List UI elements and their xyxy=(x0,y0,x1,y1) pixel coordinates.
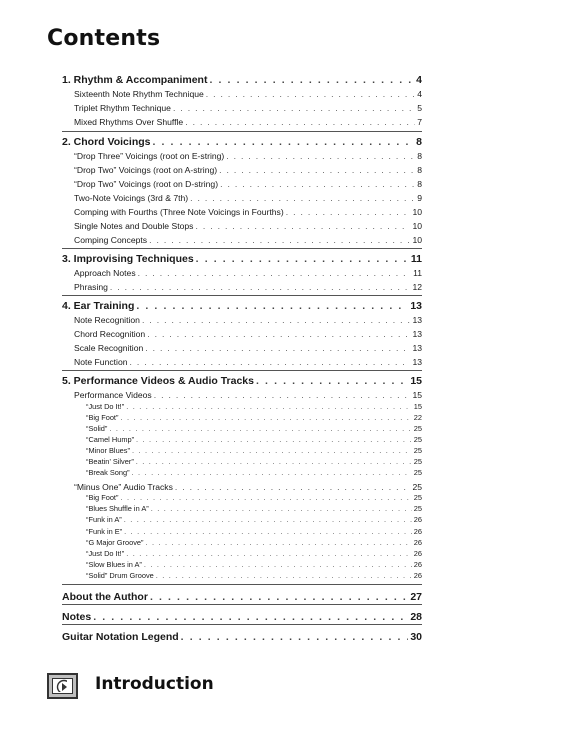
dot-leader xyxy=(126,402,412,411)
toc-entry xyxy=(62,221,422,231)
page-number: 13 xyxy=(412,343,422,353)
page-title: Contents xyxy=(47,26,161,51)
entry-title: 3. Improvising Techniques xyxy=(62,253,194,265)
toc-subentry xyxy=(62,424,422,433)
dot-leader xyxy=(150,591,408,603)
page-number: 26 xyxy=(413,560,422,569)
toc-subentry xyxy=(62,527,422,536)
play-icon xyxy=(47,673,78,699)
entry-title: “Blues Shuffle in A” xyxy=(86,504,149,513)
entry-title: “Drop Three” Voicings (root on E-string) xyxy=(74,151,225,161)
page-number: 11 xyxy=(413,268,422,278)
toc-subentry xyxy=(62,571,422,580)
page-number: 25 xyxy=(413,504,422,513)
dot-leader xyxy=(120,413,411,422)
dot-leader xyxy=(181,631,409,643)
page-number: 15 xyxy=(413,402,422,411)
toc-subentry xyxy=(62,435,422,444)
toc-section xyxy=(62,375,422,387)
entry-title: “Funk in A” xyxy=(86,515,122,524)
toc-subentry xyxy=(62,413,422,422)
page-number: 10 xyxy=(412,207,422,217)
entry-title: Comping with Fourths (Three Note Voicings in Fourths) xyxy=(74,207,284,217)
page-number: 25 xyxy=(413,446,422,455)
entry-title: “Big Foot” xyxy=(86,413,119,422)
entry-title: “Slow Blues in A” xyxy=(86,560,142,569)
entry-title: “Minor Blues” xyxy=(86,446,130,455)
dot-leader xyxy=(145,343,410,353)
page-number: 4 xyxy=(417,89,422,99)
entry-title: Approach Notes xyxy=(74,268,136,278)
page-number: 15 xyxy=(410,375,422,387)
entry-title: Single Notes and Double Stops xyxy=(74,221,194,231)
entry-title: “Funk in E” xyxy=(86,527,123,536)
toc-entry xyxy=(62,151,422,161)
dot-leader xyxy=(196,253,409,265)
entry-title: 5. Performance Videos & Audio Tracks xyxy=(62,375,254,387)
dot-leader xyxy=(144,560,412,569)
page-number: 22 xyxy=(413,413,422,422)
dot-leader xyxy=(152,136,414,148)
toc-subentry xyxy=(62,560,422,569)
page-number: 7 xyxy=(417,117,422,127)
entry-title: “Drop Two” Voicings (root on A-string) xyxy=(74,165,218,175)
dot-leader xyxy=(130,357,411,367)
page-number: 10 xyxy=(412,235,422,245)
page-number: 9 xyxy=(417,193,422,203)
toc-entry xyxy=(62,165,422,175)
entry-title: “Drop Two” Voicings (root on D-string) xyxy=(74,179,219,189)
entry-title: “Just Do It!” xyxy=(86,549,125,558)
toc-entry xyxy=(62,343,422,353)
page-number: 27 xyxy=(410,591,422,603)
page-number: 28 xyxy=(410,611,422,623)
page-number: 15 xyxy=(412,390,422,400)
toc-entry xyxy=(62,179,422,189)
toc-subentry xyxy=(62,446,422,455)
toc-subentry xyxy=(62,493,422,502)
page-number: 8 xyxy=(417,151,422,161)
page-number: 8 xyxy=(416,136,422,148)
section-divider xyxy=(62,604,422,605)
dot-leader xyxy=(93,611,408,623)
page-number: 26 xyxy=(413,515,422,524)
dot-leader xyxy=(146,538,412,547)
toc-section xyxy=(62,591,422,603)
dot-leader xyxy=(175,482,411,492)
toc-section xyxy=(62,300,422,312)
entry-title: “Solid” xyxy=(86,424,108,433)
page-number: 13 xyxy=(412,315,422,325)
entry-title: Sixteenth Note Rhythm Technique xyxy=(74,89,204,99)
entry-title: About the Author xyxy=(62,591,148,603)
dot-leader xyxy=(136,300,408,312)
toc-section xyxy=(62,631,422,643)
entry-title: “Solid” Drum Groove xyxy=(86,571,154,580)
toc-section xyxy=(62,136,422,148)
entry-title: Comping Concepts xyxy=(74,235,148,245)
toc-entry xyxy=(62,193,422,203)
entry-title: Scale Recognition xyxy=(74,343,144,353)
dot-leader xyxy=(256,375,408,387)
toc-subentry xyxy=(62,515,422,524)
entry-title: Two-Note Voicings (3rd & 7th) xyxy=(74,193,189,203)
toc-entry xyxy=(62,103,422,113)
dot-leader xyxy=(110,282,411,292)
page-number: 13 xyxy=(412,357,422,367)
entry-title: “Minus One” Audio Tracks xyxy=(74,482,173,492)
entry-title: Chord Recognition xyxy=(74,329,146,339)
toc-section xyxy=(62,253,422,265)
page-number: 8 xyxy=(417,179,422,189)
dot-leader xyxy=(147,329,410,339)
page-number: 25 xyxy=(413,424,422,433)
section-divider xyxy=(62,584,422,585)
entry-title: Note Recognition xyxy=(74,315,140,325)
page-number: 25 xyxy=(413,493,422,502)
entry-title: Note Function xyxy=(74,357,128,367)
dot-leader xyxy=(126,549,412,558)
dot-leader xyxy=(156,571,412,580)
toc-subentry xyxy=(62,402,422,411)
entry-title: “Just Do It!” xyxy=(86,402,125,411)
toc-entry xyxy=(62,268,422,278)
section-divider xyxy=(62,370,422,371)
dot-leader xyxy=(124,515,412,524)
entry-title: Mixed Rhythms Over Shuffle xyxy=(74,117,184,127)
dot-leader xyxy=(209,74,414,86)
section-divider xyxy=(62,624,422,625)
toc-section xyxy=(62,611,422,623)
page-number: 5 xyxy=(417,103,422,113)
dot-leader xyxy=(195,221,410,231)
section-divider xyxy=(62,248,422,249)
dot-leader xyxy=(149,235,410,245)
dot-leader xyxy=(120,493,411,502)
dot-leader xyxy=(151,504,412,513)
page-number: 26 xyxy=(413,571,422,580)
toc-subentry xyxy=(62,538,422,547)
dot-leader xyxy=(109,424,411,433)
dot-leader xyxy=(154,390,411,400)
toc-entry xyxy=(62,390,422,400)
entry-title: 4. Ear Training xyxy=(62,300,135,312)
dot-leader xyxy=(185,117,415,127)
entry-title: “Break Song” xyxy=(86,468,130,477)
toc-entry xyxy=(62,89,422,99)
toc-subentry xyxy=(62,549,422,558)
section-divider xyxy=(62,131,422,132)
entry-title: Phrasing xyxy=(74,282,108,292)
page-number: 25 xyxy=(413,468,422,477)
page-number: 25 xyxy=(412,482,422,492)
entry-title: “Camel Hump” xyxy=(86,435,135,444)
entry-title: 1. Rhythm & Accompaniment xyxy=(62,74,208,86)
dot-leader xyxy=(136,457,412,466)
toc-section xyxy=(62,74,422,86)
entry-title: “G Major Groove” xyxy=(86,538,144,547)
entry-title: “Big Foot” xyxy=(86,493,119,502)
section-divider xyxy=(62,295,422,296)
page-number: 30 xyxy=(410,631,422,643)
dot-leader xyxy=(226,151,415,161)
toc-subentry xyxy=(62,468,422,477)
toc-entry xyxy=(62,117,422,127)
dot-leader xyxy=(136,435,412,444)
page-number: 8 xyxy=(417,165,422,175)
introduction-heading: Introduction xyxy=(95,674,214,694)
page-number: 25 xyxy=(413,435,422,444)
page-number: 13 xyxy=(410,300,422,312)
toc-entry xyxy=(62,357,422,367)
toc-entry xyxy=(62,207,422,217)
dot-leader xyxy=(124,527,412,536)
toc-subentry xyxy=(62,504,422,513)
dot-leader xyxy=(220,179,415,189)
dot-leader xyxy=(219,165,415,175)
toc-entry xyxy=(62,329,422,339)
page-number: 10 xyxy=(412,221,422,231)
page-number: 26 xyxy=(413,549,422,558)
page-number: 26 xyxy=(413,538,422,547)
toc-entry xyxy=(62,315,422,325)
dot-leader xyxy=(206,89,415,99)
dot-leader xyxy=(132,446,412,455)
entry-title: Notes xyxy=(62,611,92,623)
toc-entry xyxy=(62,282,422,292)
entry-title: 2. Chord Voicings xyxy=(62,136,151,148)
entry-title: Guitar Notation Legend xyxy=(62,631,179,643)
toc-entry xyxy=(62,235,422,245)
page-number: 13 xyxy=(412,329,422,339)
toc-entry xyxy=(62,482,422,492)
page-number: 12 xyxy=(412,282,422,292)
entry-title: Performance Videos xyxy=(74,390,152,400)
page-number: 26 xyxy=(413,527,422,536)
dot-leader xyxy=(190,193,415,203)
dot-leader xyxy=(142,315,411,325)
dot-leader xyxy=(173,103,415,113)
page-number: 4 xyxy=(416,74,422,86)
dot-leader xyxy=(132,468,412,477)
entry-title: Triplet Rhythm Technique xyxy=(74,103,171,113)
page-number: 25 xyxy=(413,457,422,466)
entry-title: “Beatin’ Silver” xyxy=(86,457,134,466)
dot-leader xyxy=(286,207,411,217)
toc-subentry xyxy=(62,457,422,466)
page-number: 11 xyxy=(410,253,422,265)
dot-leader xyxy=(138,268,411,278)
